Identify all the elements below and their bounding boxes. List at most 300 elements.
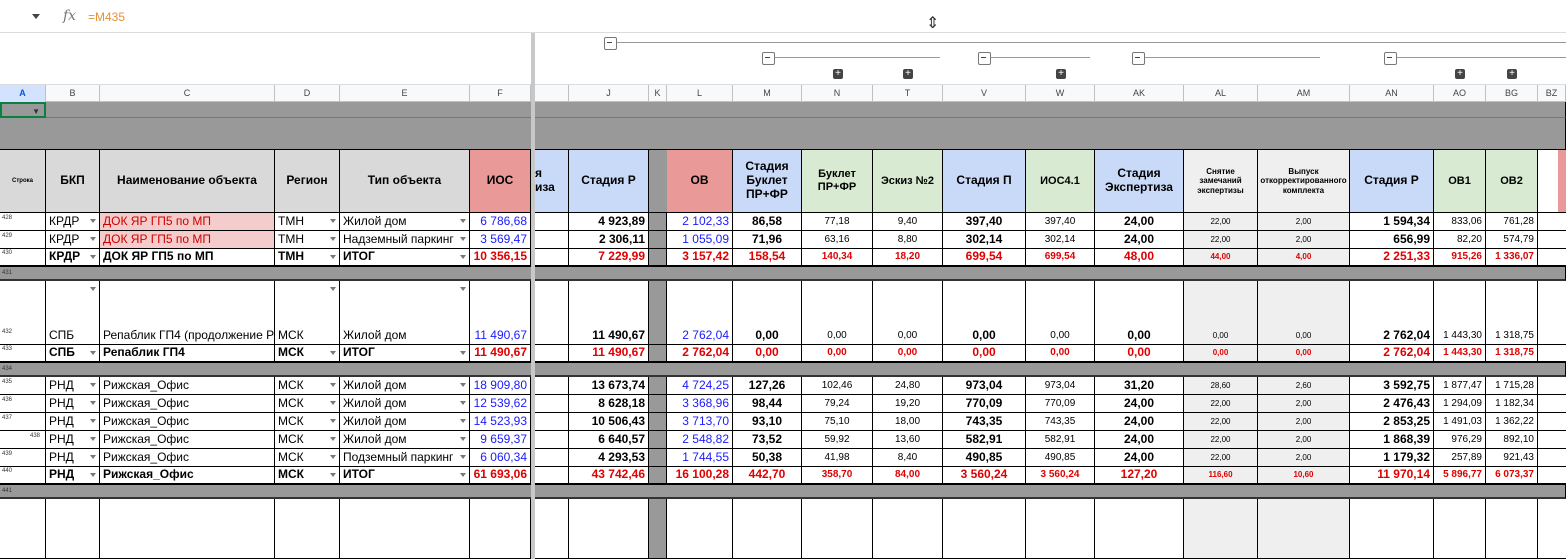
cell-am[interactable] bbox=[1258, 213, 1350, 231]
cell-a[interactable] bbox=[0, 249, 46, 267]
column-header-m[interactable]: M bbox=[733, 85, 802, 102]
empty-cell[interactable] bbox=[1350, 499, 1434, 559]
cell-al[interactable] bbox=[1184, 249, 1258, 267]
empty-cell[interactable] bbox=[733, 499, 802, 559]
cell-al[interactable] bbox=[1184, 413, 1258, 431]
dropdown-icon[interactable] bbox=[460, 383, 466, 387]
column-header-am[interactable]: AM bbox=[1258, 85, 1350, 102]
cell-t[interactable] bbox=[873, 395, 943, 413]
cell-d[interactable] bbox=[275, 467, 340, 485]
empty-cell[interactable] bbox=[1538, 499, 1566, 559]
expand-group-button[interactable]: + bbox=[1056, 69, 1066, 79]
cell-w[interactable] bbox=[1026, 281, 1095, 345]
cell-m[interactable] bbox=[733, 249, 802, 267]
dropdown-icon[interactable] bbox=[330, 473, 336, 477]
cell-part[interactable] bbox=[535, 395, 569, 413]
dropdown-icon[interactable] bbox=[460, 401, 466, 405]
cell-am[interactable] bbox=[1258, 377, 1350, 395]
cell-bz[interactable] bbox=[1538, 449, 1566, 467]
cell-l[interactable] bbox=[667, 431, 733, 449]
empty-cell[interactable] bbox=[1434, 499, 1486, 559]
empty-cell[interactable] bbox=[569, 499, 649, 559]
cell-part[interactable] bbox=[535, 249, 569, 267]
dropdown-icon[interactable] bbox=[90, 473, 96, 477]
dropdown-icon[interactable] bbox=[90, 237, 96, 241]
column-header-bz[interactable]: BZ bbox=[1538, 85, 1566, 102]
dropdown-icon[interactable] bbox=[90, 287, 96, 291]
empty-cell[interactable] bbox=[0, 499, 46, 559]
cell-ao[interactable] bbox=[1434, 449, 1486, 467]
cell-w[interactable] bbox=[1026, 395, 1095, 413]
cell-n[interactable] bbox=[802, 231, 873, 249]
column-header-hidden[interactable] bbox=[535, 85, 569, 102]
column-header-k[interactable]: K bbox=[649, 85, 667, 102]
cell-v[interactable] bbox=[943, 395, 1026, 413]
cell-ak[interactable] bbox=[1095, 231, 1184, 249]
cell-f[interactable] bbox=[470, 413, 531, 431]
cell-v[interactable] bbox=[943, 467, 1026, 485]
cell-l[interactable] bbox=[667, 395, 733, 413]
cell-f[interactable] bbox=[470, 345, 531, 363]
cell-n[interactable] bbox=[802, 431, 873, 449]
cell-part[interactable] bbox=[535, 431, 569, 449]
column-header-bg[interactable]: BG bbox=[1486, 85, 1538, 102]
cell-b[interactable] bbox=[46, 345, 100, 363]
cell-a[interactable] bbox=[0, 377, 46, 395]
filter-icon[interactable]: ▼ bbox=[32, 107, 40, 116]
cell-ao[interactable] bbox=[1434, 213, 1486, 231]
cell-m[interactable] bbox=[733, 431, 802, 449]
dropdown-icon[interactable] bbox=[330, 255, 336, 259]
cell-am[interactable] bbox=[1258, 249, 1350, 267]
dropdown-icon[interactable] bbox=[90, 219, 96, 223]
cell-an[interactable] bbox=[1350, 345, 1434, 363]
cell-m[interactable] bbox=[733, 281, 802, 345]
cell-w[interactable] bbox=[1026, 249, 1095, 267]
cell-bg[interactable] bbox=[1486, 395, 1538, 413]
cell-n[interactable] bbox=[802, 449, 873, 467]
cell-d[interactable] bbox=[275, 431, 340, 449]
cell-part[interactable] bbox=[535, 449, 569, 467]
cell-v[interactable] bbox=[943, 413, 1026, 431]
cell-an[interactable] bbox=[1350, 377, 1434, 395]
empty-cell[interactable] bbox=[100, 499, 275, 559]
cell-ao[interactable] bbox=[1434, 413, 1486, 431]
cell-e[interactable] bbox=[340, 213, 470, 231]
cell-ak[interactable] bbox=[1095, 395, 1184, 413]
column-header-n[interactable]: N bbox=[802, 85, 873, 102]
cell-bz[interactable] bbox=[1538, 413, 1566, 431]
cell-v[interactable] bbox=[943, 281, 1026, 345]
cell-c[interactable] bbox=[100, 413, 275, 431]
cell-am[interactable] bbox=[1258, 467, 1350, 485]
cell-t[interactable] bbox=[873, 213, 943, 231]
column-header-an[interactable]: AN bbox=[1350, 85, 1434, 102]
cell-d[interactable] bbox=[275, 213, 340, 231]
cell-n[interactable] bbox=[802, 377, 873, 395]
empty-cell[interactable] bbox=[1258, 499, 1350, 559]
cell-a[interactable] bbox=[0, 449, 46, 467]
cell-l[interactable] bbox=[667, 249, 733, 267]
dropdown-icon[interactable] bbox=[90, 351, 96, 355]
cell-l[interactable] bbox=[667, 449, 733, 467]
cell-n[interactable] bbox=[802, 213, 873, 231]
cell-al[interactable] bbox=[1184, 213, 1258, 231]
dropdown-icon[interactable] bbox=[330, 219, 336, 223]
cell-an[interactable] bbox=[1350, 281, 1434, 345]
dropdown-icon[interactable] bbox=[330, 419, 336, 423]
cell-e[interactable] bbox=[340, 431, 470, 449]
dropdown-icon[interactable] bbox=[460, 219, 466, 223]
cell-c[interactable] bbox=[100, 467, 275, 485]
cell-f[interactable] bbox=[470, 467, 531, 485]
cell-ak[interactable] bbox=[1095, 281, 1184, 345]
cell-a[interactable] bbox=[0, 431, 46, 449]
cell-c[interactable] bbox=[100, 431, 275, 449]
cell-t[interactable] bbox=[873, 431, 943, 449]
cell-w[interactable] bbox=[1026, 449, 1095, 467]
cell-w[interactable] bbox=[1026, 431, 1095, 449]
cell-b[interactable] bbox=[46, 213, 100, 231]
column-header-e[interactable]: E bbox=[340, 85, 470, 102]
cell-an[interactable] bbox=[1350, 249, 1434, 267]
dropdown-icon[interactable] bbox=[330, 287, 336, 291]
collapse-group-button[interactable] bbox=[762, 52, 775, 65]
dropdown-icon[interactable] bbox=[460, 419, 466, 423]
cell-b[interactable] bbox=[46, 449, 100, 467]
cell-a[interactable] bbox=[0, 413, 46, 431]
cell-al[interactable] bbox=[1184, 467, 1258, 485]
cell-an[interactable] bbox=[1350, 413, 1434, 431]
empty-cell[interactable] bbox=[1095, 499, 1184, 559]
cell-w[interactable] bbox=[1026, 231, 1095, 249]
cell-m[interactable] bbox=[733, 345, 802, 363]
column-header-t[interactable]: T bbox=[873, 85, 943, 102]
cell-t[interactable] bbox=[873, 413, 943, 431]
cell-bg[interactable] bbox=[1486, 413, 1538, 431]
cell-f[interactable] bbox=[470, 231, 531, 249]
cell-m[interactable] bbox=[733, 449, 802, 467]
cell-al[interactable] bbox=[1184, 431, 1258, 449]
cell-an[interactable] bbox=[1350, 467, 1434, 485]
empty-cell[interactable] bbox=[1486, 499, 1538, 559]
cell-a[interactable] bbox=[0, 281, 46, 345]
cell-j[interactable] bbox=[569, 395, 649, 413]
cell-d[interactable] bbox=[275, 449, 340, 467]
cell-l[interactable] bbox=[667, 345, 733, 363]
cell-a[interactable] bbox=[0, 345, 46, 363]
cell-j[interactable] bbox=[569, 467, 649, 485]
cell-bg[interactable] bbox=[1486, 431, 1538, 449]
cell-an[interactable] bbox=[1350, 231, 1434, 249]
cell-d[interactable] bbox=[275, 395, 340, 413]
cell-bg[interactable] bbox=[1486, 249, 1538, 267]
cell-d[interactable] bbox=[275, 413, 340, 431]
cell-ao[interactable] bbox=[1434, 249, 1486, 267]
cell-m[interactable] bbox=[733, 395, 802, 413]
cell-a[interactable] bbox=[0, 467, 46, 485]
cell-ak[interactable] bbox=[1095, 213, 1184, 231]
cell-ao[interactable] bbox=[1434, 345, 1486, 363]
cell-e[interactable] bbox=[340, 281, 470, 345]
cell-f[interactable] bbox=[470, 449, 531, 467]
cell-am[interactable] bbox=[1258, 431, 1350, 449]
cell-c[interactable] bbox=[100, 249, 275, 267]
cell-al[interactable] bbox=[1184, 395, 1258, 413]
empty-cell[interactable] bbox=[943, 499, 1026, 559]
cell-d[interactable] bbox=[275, 249, 340, 267]
cell-j[interactable] bbox=[569, 231, 649, 249]
cell-bz[interactable] bbox=[1538, 377, 1566, 395]
cell-part[interactable] bbox=[535, 213, 569, 231]
cell-part[interactable] bbox=[535, 231, 569, 249]
cell-an[interactable] bbox=[1350, 449, 1434, 467]
cell-d[interactable] bbox=[275, 281, 340, 345]
cell-b[interactable] bbox=[46, 377, 100, 395]
empty-cell[interactable] bbox=[873, 499, 943, 559]
cell-d[interactable] bbox=[275, 345, 340, 363]
column-header-l[interactable]: L bbox=[667, 85, 733, 102]
cell-am[interactable] bbox=[1258, 345, 1350, 363]
collapse-group-button[interactable] bbox=[1384, 52, 1397, 65]
cell-f[interactable] bbox=[470, 281, 531, 345]
empty-cell[interactable] bbox=[275, 499, 340, 559]
cell-b[interactable] bbox=[46, 249, 100, 267]
cell-part[interactable] bbox=[535, 281, 569, 345]
cell-f[interactable] bbox=[470, 213, 531, 231]
cell-part[interactable] bbox=[535, 413, 569, 431]
cell-l[interactable] bbox=[667, 413, 733, 431]
cell-ak[interactable] bbox=[1095, 431, 1184, 449]
cell-an[interactable] bbox=[1350, 431, 1434, 449]
cell-j[interactable] bbox=[569, 345, 649, 363]
column-header-f[interactable]: F bbox=[470, 85, 531, 102]
selected-cell-a1[interactable] bbox=[0, 102, 46, 118]
column-header-v[interactable]: V bbox=[943, 85, 1026, 102]
cell-part[interactable] bbox=[535, 467, 569, 485]
cell-c[interactable] bbox=[100, 395, 275, 413]
dropdown-icon[interactable] bbox=[460, 455, 466, 459]
cell-e[interactable] bbox=[340, 231, 470, 249]
cell-n[interactable] bbox=[802, 413, 873, 431]
cell-t[interactable] bbox=[873, 231, 943, 249]
cell-bg[interactable] bbox=[1486, 377, 1538, 395]
cell-v[interactable] bbox=[943, 249, 1026, 267]
cell-w[interactable] bbox=[1026, 377, 1095, 395]
cell-b[interactable] bbox=[46, 281, 100, 345]
cell-m[interactable] bbox=[733, 377, 802, 395]
dropdown-icon[interactable] bbox=[90, 455, 96, 459]
freeze-divider[interactable] bbox=[531, 33, 535, 559]
cell-ak[interactable] bbox=[1095, 467, 1184, 485]
cell-bz[interactable] bbox=[1538, 213, 1566, 231]
empty-cell[interactable] bbox=[535, 499, 569, 559]
cell-l[interactable] bbox=[667, 467, 733, 485]
cell-m[interactable] bbox=[733, 231, 802, 249]
cell-c[interactable] bbox=[100, 449, 275, 467]
collapse-group-button[interactable] bbox=[1132, 52, 1145, 65]
dropdown-icon[interactable] bbox=[90, 383, 96, 387]
column-header-a[interactable]: A bbox=[0, 85, 46, 102]
expand-group-button[interactable]: + bbox=[833, 69, 843, 79]
dropdown-icon[interactable] bbox=[460, 287, 466, 291]
cell-j[interactable] bbox=[569, 431, 649, 449]
cell-ak[interactable] bbox=[1095, 377, 1184, 395]
dropdown-icon[interactable] bbox=[90, 401, 96, 405]
cell-bz[interactable] bbox=[1538, 281, 1566, 345]
cell-m[interactable] bbox=[733, 413, 802, 431]
cell-am[interactable] bbox=[1258, 413, 1350, 431]
cell-al[interactable] bbox=[1184, 377, 1258, 395]
cell-t[interactable] bbox=[873, 249, 943, 267]
cell-v[interactable] bbox=[943, 231, 1026, 249]
cell-l[interactable] bbox=[667, 231, 733, 249]
cell-w[interactable] bbox=[1026, 213, 1095, 231]
column-header-al[interactable]: AL bbox=[1184, 85, 1258, 102]
cell-an[interactable] bbox=[1350, 213, 1434, 231]
cell-v[interactable] bbox=[943, 449, 1026, 467]
cell-bz[interactable] bbox=[1538, 345, 1566, 363]
dropdown-icon[interactable] bbox=[330, 455, 336, 459]
cell-ao[interactable] bbox=[1434, 395, 1486, 413]
cell-am[interactable] bbox=[1258, 281, 1350, 345]
empty-cell[interactable] bbox=[46, 499, 100, 559]
formula-input[interactable]: =M435 bbox=[88, 10, 126, 24]
cell-m[interactable] bbox=[733, 467, 802, 485]
cell-m[interactable] bbox=[733, 213, 802, 231]
dropdown-icon[interactable] bbox=[90, 419, 96, 423]
cell-b[interactable] bbox=[46, 431, 100, 449]
cell-j[interactable] bbox=[569, 449, 649, 467]
dropdown-icon[interactable] bbox=[330, 383, 336, 387]
expand-group-button[interactable]: + bbox=[1507, 69, 1517, 79]
cell-ao[interactable] bbox=[1434, 281, 1486, 345]
cell-f[interactable] bbox=[470, 377, 531, 395]
cell-c[interactable] bbox=[100, 377, 275, 395]
cell-t[interactable] bbox=[873, 377, 943, 395]
empty-cell[interactable] bbox=[1026, 499, 1095, 559]
cell-n[interactable] bbox=[802, 467, 873, 485]
cell-an[interactable] bbox=[1350, 395, 1434, 413]
column-header-b[interactable]: B bbox=[46, 85, 100, 102]
cell-n[interactable] bbox=[802, 249, 873, 267]
cell-ak[interactable] bbox=[1095, 449, 1184, 467]
dropdown-icon[interactable] bbox=[460, 237, 466, 241]
empty-cell[interactable] bbox=[470, 499, 531, 559]
cell-j[interactable] bbox=[569, 213, 649, 231]
column-header-w[interactable]: W bbox=[1026, 85, 1095, 102]
cell-w[interactable] bbox=[1026, 467, 1095, 485]
dropdown-icon[interactable] bbox=[330, 401, 336, 405]
collapse-group-button[interactable] bbox=[978, 52, 991, 65]
cell-e[interactable] bbox=[340, 377, 470, 395]
cell-ao[interactable] bbox=[1434, 377, 1486, 395]
cell-al[interactable] bbox=[1184, 231, 1258, 249]
cell-b[interactable] bbox=[46, 395, 100, 413]
cell-j[interactable] bbox=[569, 249, 649, 267]
cell-bz[interactable] bbox=[1538, 395, 1566, 413]
collapse-group-button[interactable] bbox=[604, 37, 617, 50]
cell-w[interactable] bbox=[1026, 345, 1095, 363]
empty-cell[interactable] bbox=[340, 499, 470, 559]
cell-c[interactable] bbox=[100, 213, 275, 231]
cell-bz[interactable] bbox=[1538, 431, 1566, 449]
cell-n[interactable] bbox=[802, 395, 873, 413]
cell-c[interactable] bbox=[100, 281, 275, 345]
cell-b[interactable] bbox=[46, 413, 100, 431]
cell-bz[interactable] bbox=[1538, 231, 1566, 249]
column-header-ak[interactable]: AK bbox=[1095, 85, 1184, 102]
cell-d[interactable] bbox=[275, 231, 340, 249]
cell-bg[interactable] bbox=[1486, 213, 1538, 231]
empty-cell[interactable] bbox=[802, 499, 873, 559]
cell-n[interactable] bbox=[802, 345, 873, 363]
cell-ao[interactable] bbox=[1434, 231, 1486, 249]
expand-group-button[interactable]: + bbox=[903, 69, 913, 79]
dropdown-icon[interactable] bbox=[460, 437, 466, 441]
cell-ak[interactable] bbox=[1095, 249, 1184, 267]
cell-al[interactable] bbox=[1184, 449, 1258, 467]
cell-bg[interactable] bbox=[1486, 281, 1538, 345]
cell-am[interactable] bbox=[1258, 395, 1350, 413]
cell-al[interactable] bbox=[1184, 281, 1258, 345]
dropdown-icon[interactable] bbox=[330, 237, 336, 241]
cell-j[interactable] bbox=[569, 377, 649, 395]
cell-v[interactable] bbox=[943, 431, 1026, 449]
column-header-j[interactable]: J bbox=[569, 85, 649, 102]
empty-cell[interactable] bbox=[649, 499, 667, 559]
cell-e[interactable] bbox=[340, 249, 470, 267]
cell-j[interactable] bbox=[569, 413, 649, 431]
dropdown-icon[interactable] bbox=[90, 255, 96, 259]
cell-t[interactable] bbox=[873, 449, 943, 467]
cell-c[interactable] bbox=[100, 231, 275, 249]
expand-group-button[interactable]: + bbox=[1455, 69, 1465, 79]
cell-bz[interactable] bbox=[1538, 249, 1566, 267]
cell-b[interactable] bbox=[46, 467, 100, 485]
cell-a[interactable] bbox=[0, 395, 46, 413]
cell-t[interactable] bbox=[873, 467, 943, 485]
cell-e[interactable] bbox=[340, 449, 470, 467]
dropdown-icon[interactable] bbox=[330, 351, 336, 355]
cell-bg[interactable] bbox=[1486, 345, 1538, 363]
cell-j[interactable] bbox=[569, 281, 649, 345]
cell-t[interactable] bbox=[873, 281, 943, 345]
cell-d[interactable] bbox=[275, 377, 340, 395]
cell-t[interactable] bbox=[873, 345, 943, 363]
cell-al[interactable] bbox=[1184, 345, 1258, 363]
column-header-c[interactable]: C bbox=[100, 85, 275, 102]
empty-cell[interactable] bbox=[667, 499, 733, 559]
cell-f[interactable] bbox=[470, 395, 531, 413]
cell-e[interactable] bbox=[340, 413, 470, 431]
cell-am[interactable] bbox=[1258, 449, 1350, 467]
cell-f[interactable] bbox=[470, 431, 531, 449]
cell-bg[interactable] bbox=[1486, 467, 1538, 485]
dropdown-icon[interactable] bbox=[460, 351, 466, 355]
dropdown-icon[interactable] bbox=[90, 437, 96, 441]
cell-e[interactable] bbox=[340, 345, 470, 363]
cell-l[interactable] bbox=[667, 281, 733, 345]
cell-ao[interactable] bbox=[1434, 467, 1486, 485]
cell-am[interactable] bbox=[1258, 231, 1350, 249]
cell-v[interactable] bbox=[943, 345, 1026, 363]
cell-bg[interactable] bbox=[1486, 231, 1538, 249]
cell-b[interactable] bbox=[46, 231, 100, 249]
cell-n[interactable] bbox=[802, 281, 873, 345]
dropdown-icon[interactable] bbox=[460, 255, 466, 259]
dropdown-icon[interactable] bbox=[460, 473, 466, 477]
